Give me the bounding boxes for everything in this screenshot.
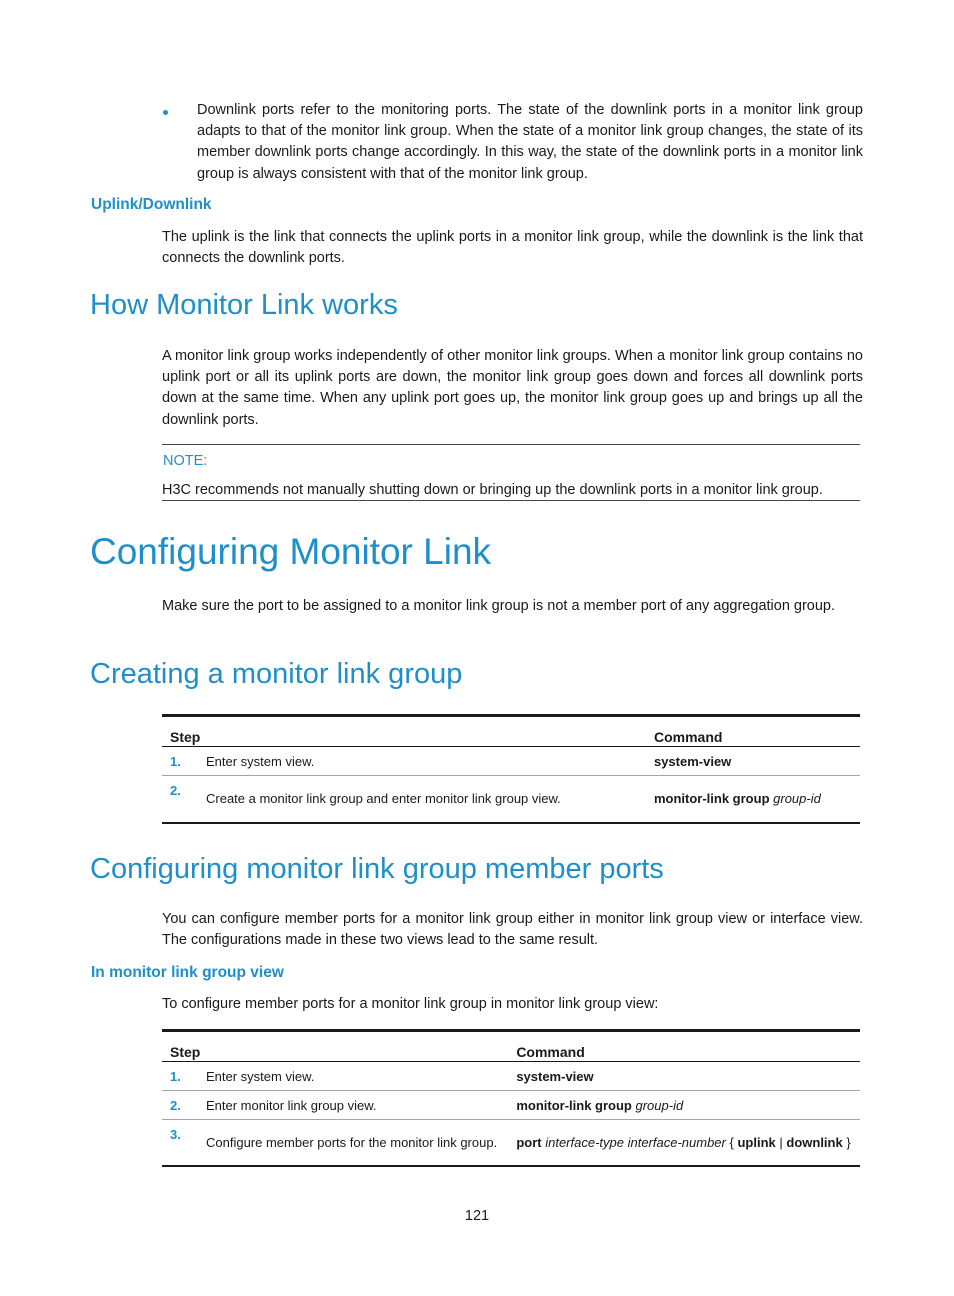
note-bottom-rule — [162, 500, 860, 501]
configuring-monitor-link-heading: Configuring Monitor Link — [90, 531, 492, 572]
brace-open: { — [729, 1134, 734, 1150]
table-header-row — [162, 716, 860, 747]
how-monitor-link-works-heading: How Monitor Link works — [90, 289, 398, 321]
member-ports-text: You can configure member ports for a monitor link group either in monitor link group view or interface view. The configurations made in these two views lead to the same result. — [162, 911, 863, 949]
table-row — [162, 1062, 860, 1091]
step-number: 1. — [170, 753, 181, 769]
downlink-ports-bullet: Downlink ports refer to the monitoring ports. The state of the downlink ports in a monitor link group adapts to that of the monitor link group. When the state of a monitor link group changes, the state of its member downlink ports change accordingly. In this way, the state of the downlink ports in a monitor link group is always consistent with that of the monitor link group. — [197, 102, 863, 182]
command-argument: group-id — [773, 791, 821, 807]
step-description: Enter system view. — [206, 1068, 315, 1084]
step-column-header: Step — [170, 729, 201, 745]
command-column-header: Command — [653, 729, 723, 745]
command-cell — [508, 1062, 860, 1091]
step-number: 2. — [170, 1097, 181, 1113]
command-cell — [508, 1120, 860, 1166]
step-description: Enter monitor link group view. — [206, 1097, 377, 1113]
table-row — [162, 776, 860, 823]
configuring-monitor-link-text: Make sure the port to be assigned to a monitor link group is not a member port of any aggregation group. — [162, 598, 836, 614]
command-cell — [508, 1091, 860, 1120]
command-keyword: monitor-link group — [516, 1097, 632, 1113]
how-monitor-link-works-text: A monitor link group works independently of other monitor link groups. When a monitor link group contains no uplink port or all its uplink ports are down, the monitor link group goes down and forces all downlink ports down at the same time. When any uplink port goes up, the monitor link group goes up and brings up all the downlink ports. — [162, 348, 863, 428]
step-number: 1. — [170, 1068, 181, 1084]
creating-group-table — [162, 714, 860, 824]
command-argument: group-id — [635, 1097, 684, 1113]
bullet-dot — [163, 110, 168, 115]
step-column-header: Step — [170, 1044, 201, 1060]
step-number: 2. — [170, 783, 181, 798]
downlink-keyword: downlink — [786, 1134, 843, 1150]
table-row — [162, 1091, 860, 1120]
table-header-row — [162, 1031, 860, 1062]
step-description: Configure member ports for the monitor link group. — [206, 1134, 498, 1150]
in-group-view-text: To configure member ports for a monitor link group in monitor link group view: — [162, 996, 659, 1012]
table-row — [162, 1120, 860, 1166]
step-description: Create a monitor link group and enter monitor link group view. — [206, 791, 561, 807]
command-keyword: system-view — [653, 753, 732, 769]
command-keyword: port — [516, 1134, 542, 1150]
step-description: Enter system view. — [206, 753, 315, 769]
uplink-downlink-text: The uplink is the link that connects the uplink ports in a monitor link group, while the downlink is the link that connects the downlink ports. — [162, 229, 863, 267]
note-text: H3C recommends not manually shutting down or bringing up the downlink ports in a monitor link group. — [162, 482, 823, 498]
command-argument: interface-type interface-number — [545, 1134, 726, 1150]
uplink-downlink-heading: Uplink/Downlink — [91, 196, 212, 213]
table-row — [162, 747, 860, 776]
pipe-separator: | — [779, 1134, 783, 1150]
member-ports-table — [162, 1029, 860, 1167]
command-column-header: Command — [516, 1044, 585, 1060]
uplink-keyword: uplink — [737, 1134, 776, 1150]
member-ports-heading: Configuring monitor link group member ports — [90, 853, 664, 885]
step-number: 3. — [170, 1127, 181, 1142]
command-keyword: system-view — [516, 1068, 594, 1084]
brace-close: } — [846, 1134, 851, 1150]
page-number: 121 — [464, 1208, 490, 1224]
command-cell — [646, 747, 860, 776]
creating-group-heading: Creating a monitor link group — [90, 658, 463, 690]
command-cell — [646, 776, 860, 823]
command-keyword: monitor-link group — [653, 791, 770, 807]
note-label: NOTE: — [163, 453, 208, 469]
in-group-view-heading: In monitor link group view — [91, 964, 284, 981]
note-top-rule — [162, 444, 860, 445]
